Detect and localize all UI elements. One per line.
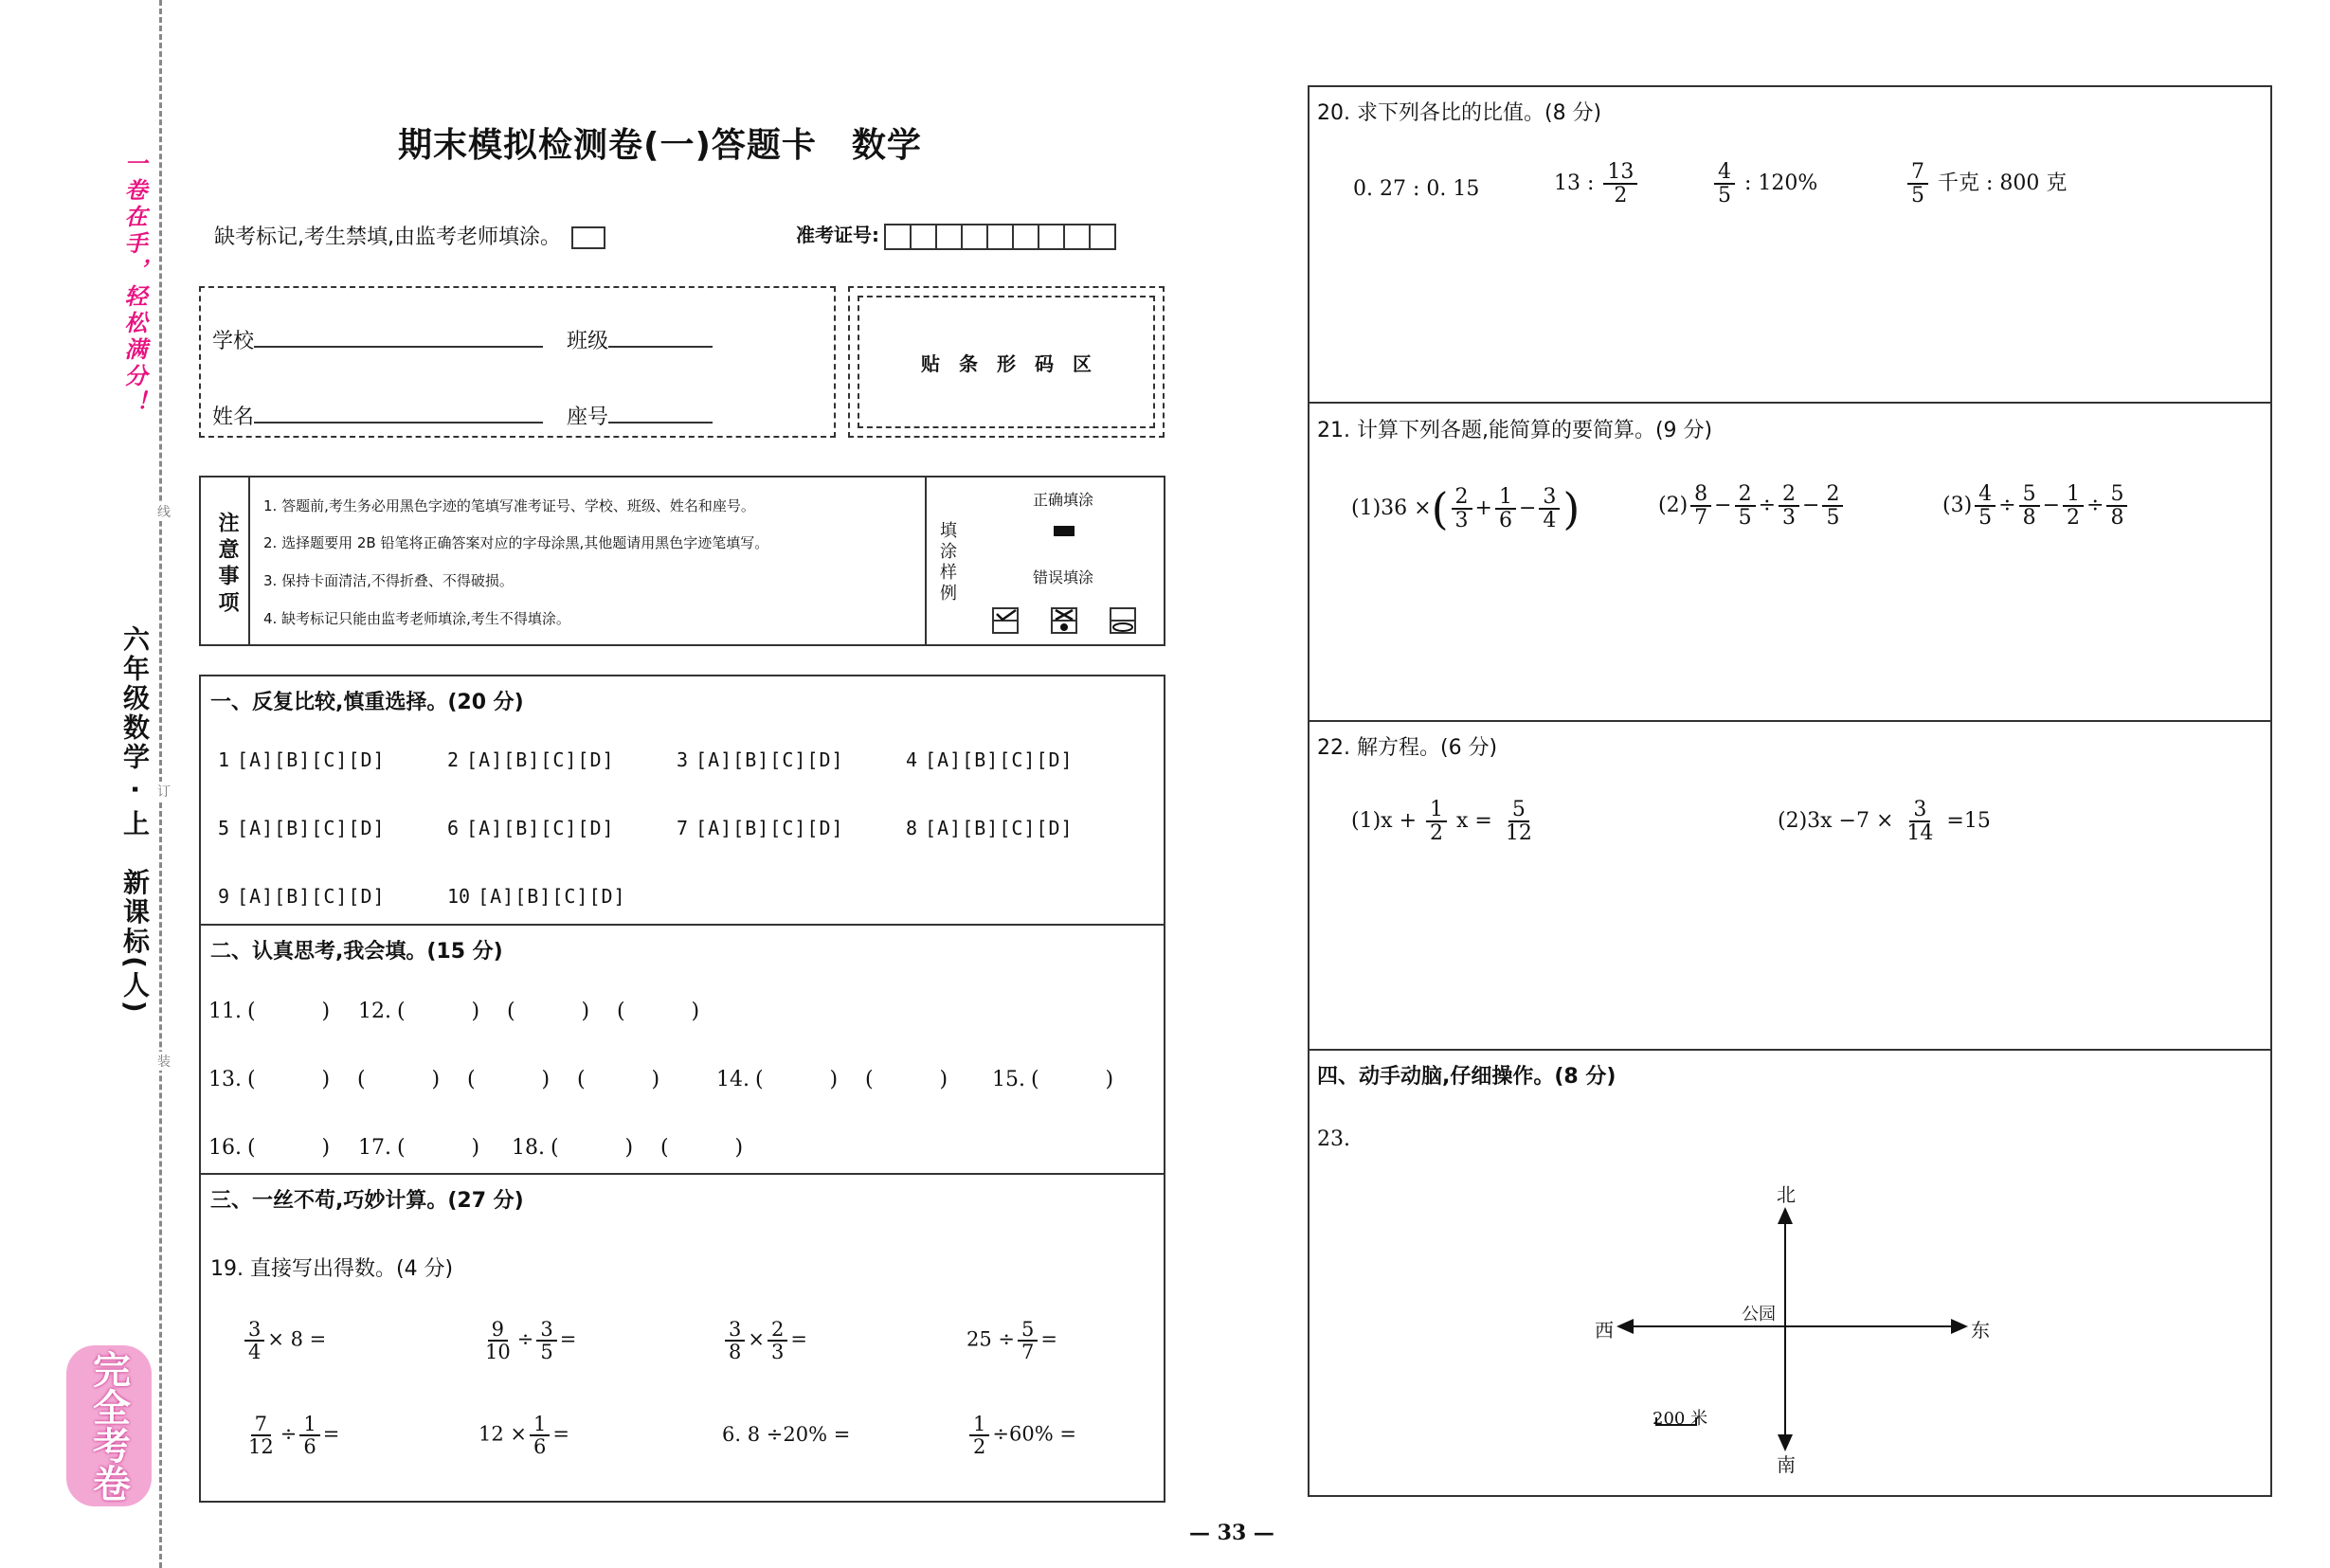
question-number: 12.	[358, 1000, 391, 1023]
operator: −	[1802, 494, 1820, 518]
fill-blank-item	[208, 1136, 352, 1160]
choice-item[interactable]	[447, 748, 615, 771]
choice-options[interactable]: [A][B][C][D]	[925, 817, 1074, 839]
fraction	[2019, 483, 2040, 529]
fraction-numerator: 3	[725, 1319, 745, 1342]
q21-part-3	[1942, 483, 2130, 529]
section2-title: 二、认真思考,我会填。(15 分)	[210, 940, 503, 964]
answer-blank[interactable]: ( )	[247, 1068, 331, 1091]
q21-part-1	[1351, 483, 1580, 534]
fraction-numerator: 1	[969, 1414, 989, 1436]
correct-fill-sample	[1054, 526, 1075, 536]
choice-number: 9	[218, 885, 230, 908]
choice-number: 7	[677, 817, 689, 839]
notice-divider-1	[248, 476, 250, 646]
fraction-numerator: 8	[1690, 483, 1711, 507]
exam-id-cell[interactable]	[1063, 224, 1091, 250]
answer-blank[interactable]: ( )	[1031, 1068, 1114, 1091]
expression-post: =	[322, 1422, 340, 1446]
expression-pre: 12 ×	[479, 1422, 527, 1446]
exam-id-cell[interactable]	[935, 224, 963, 250]
operator: +	[1474, 496, 1492, 520]
fraction-numerator: 13	[1603, 161, 1637, 185]
fraction-numerator: 1	[2063, 483, 2084, 507]
choice-options[interactable]: [A][B][C][D]	[237, 885, 386, 908]
wrong-fill-samples	[991, 606, 1143, 640]
q19-item-a1	[242, 1319, 326, 1362]
fraction-denominator: 5	[540, 1341, 553, 1364]
q22-eq1-frac	[1426, 799, 1447, 844]
fraction-numerator: 1	[299, 1414, 319, 1436]
fraction-denominator: 12	[248, 1435, 274, 1459]
fraction	[969, 1414, 989, 1457]
q22-eq1-frac-2	[1502, 799, 1536, 844]
fraction-denominator: 10	[485, 1341, 511, 1364]
fraction	[1975, 483, 1996, 529]
operator: ×	[748, 1327, 765, 1351]
page-number: — 33 —	[1189, 1521, 1274, 1545]
choice-item[interactable]	[906, 748, 1074, 771]
choice-options[interactable]: [A][B][C][D]	[466, 748, 615, 771]
q22-eq2-frac	[1903, 799, 1937, 844]
exam-id-cell[interactable]	[1089, 224, 1116, 250]
fraction-denominator: 5	[1978, 506, 1993, 531]
q20-item-4	[1905, 161, 2067, 207]
fraction-denominator: 14	[1906, 821, 1934, 846]
fraction-denominator: 3	[770, 1341, 785, 1364]
fill-blank-item	[208, 1068, 681, 1091]
fraction-numerator: 5	[2106, 483, 2127, 507]
absent-mark-box[interactable]	[571, 226, 605, 249]
expression-post: × 8 =	[267, 1327, 327, 1351]
fraction-numerator: 5	[2019, 483, 2040, 507]
fraction	[299, 1414, 319, 1457]
exam-id-cell[interactable]	[1012, 224, 1039, 250]
q20-item-3	[1711, 161, 1817, 207]
fraction-numerator: 5	[1018, 1319, 1038, 1342]
fill-blank-item	[358, 1136, 501, 1160]
choice-options[interactable]: [A][B][C][D]	[925, 748, 1074, 771]
name-label: 姓名	[212, 406, 255, 429]
section-divider-1	[199, 924, 1165, 926]
fraction-numerator: 9	[488, 1319, 508, 1342]
spine-cut-mark-bind: 订	[157, 782, 171, 801]
fraction	[2106, 483, 2127, 529]
choice-item[interactable]	[218, 885, 386, 908]
choice-options[interactable]: [A][B][C][D]	[695, 817, 844, 839]
expression-post: =	[559, 1327, 577, 1351]
q19-item-b4	[966, 1414, 1076, 1457]
spine-slogan: 一卷在手，轻松满分！	[120, 152, 147, 417]
fraction-numerator: 3	[536, 1319, 556, 1342]
notice-item-4: 4. 缺考标记只能由监考老师填涂,考生不得填涂。	[263, 610, 570, 627]
q22-equation-2	[1778, 799, 1991, 844]
choice-number: 8	[906, 817, 918, 839]
operator: ÷	[1758, 494, 1777, 518]
direction-diagram	[1573, 1175, 1990, 1478]
fraction	[1779, 483, 1799, 529]
exam-id	[796, 220, 1116, 250]
fraction	[1690, 483, 1711, 529]
barcode-label: 贴 条 形 码 区	[921, 351, 1092, 375]
fraction-numerator: 3	[1909, 799, 1930, 822]
fill-blank-item	[512, 1136, 765, 1160]
expression-post: =	[790, 1327, 807, 1351]
q20-title: 20. 求下列各比的比值。(8 分)	[1317, 101, 1602, 125]
question-number: 17.	[358, 1136, 391, 1160]
fraction-denominator: 5	[1718, 184, 1731, 208]
choice-number: 10	[447, 885, 471, 908]
fraction-denominator: 8	[2110, 506, 2124, 531]
part-label: (3)	[1942, 494, 1973, 518]
choice-options[interactable]: [A][B][C][D]	[466, 817, 615, 839]
right-divider-1	[1308, 402, 2272, 404]
right-divider-2	[1308, 720, 2272, 722]
fraction	[2063, 483, 2084, 529]
fraction	[1495, 486, 1516, 532]
exam-id-cell[interactable]	[884, 224, 912, 250]
q21-part-2	[1658, 483, 1846, 529]
answer-blank[interactable]: ( )	[397, 1000, 480, 1023]
sample-title: 填涂样例	[937, 521, 957, 604]
answer-blank[interactable]: ( )	[660, 1136, 744, 1160]
answer-blank[interactable]: ( )	[507, 1000, 590, 1023]
question-number: 16.	[208, 1136, 242, 1160]
q22-eq2-pre: (2)3x −7 ×	[1778, 809, 1894, 834]
expression-text: 6. 8 ÷20% =	[722, 1423, 851, 1446]
answer-blank[interactable]: ( )	[617, 1000, 700, 1023]
q20-item-2	[1554, 161, 1640, 207]
fill-blank-item	[208, 1000, 352, 1023]
fraction-numerator: 1	[530, 1414, 550, 1436]
choice-number: 4	[906, 748, 918, 771]
fraction-denominator: 12	[1505, 821, 1532, 846]
absent-note	[214, 221, 605, 250]
spine-cut-mark-line: 线	[157, 502, 171, 521]
q20-item-4-post: 千克 : 800 克	[1938, 171, 2068, 196]
fraction-denominator: 4	[248, 1341, 262, 1364]
absent-note-text: 缺考标记,考生禁填,由监考老师填涂。	[214, 225, 561, 249]
fraction-numerator: 2	[1735, 483, 1756, 507]
brand-logo: 完全考卷	[66, 1345, 152, 1506]
answer-blank[interactable]: ( )	[397, 1136, 480, 1160]
choice-number: 3	[677, 748, 689, 771]
class-field[interactable]	[567, 325, 713, 354]
class-label: 班级	[567, 330, 609, 353]
question-number: 15.	[992, 1068, 1025, 1091]
fraction-numerator: 1	[1495, 486, 1516, 510]
fraction	[1822, 483, 1843, 529]
spine-book-title: 六年级数学 · 上 新课标(人)	[119, 625, 151, 1016]
fraction	[536, 1319, 556, 1362]
fraction-denominator: 2	[2067, 506, 2081, 531]
answer-blank[interactable]: ( )	[247, 1000, 331, 1023]
fraction-denominator: 8	[2022, 506, 2036, 531]
exam-id-cell[interactable]	[910, 224, 937, 250]
answer-blank[interactable]: ( )	[247, 1136, 331, 1160]
operator: ÷	[516, 1327, 534, 1351]
fraction	[530, 1414, 550, 1457]
fraction-denominator: 2	[1430, 821, 1443, 846]
fraction-denominator: 6	[533, 1435, 547, 1459]
answer-blank[interactable]: ( )	[755, 1068, 839, 1091]
left-paren-icon: (	[1431, 483, 1449, 534]
exam-id-cell[interactable]	[986, 224, 1014, 250]
fraction-numerator: 2	[1452, 486, 1472, 510]
fill-blank-item	[992, 1068, 1135, 1091]
q22-equation-1	[1351, 799, 1539, 844]
answer-blank[interactable]: ( )	[577, 1068, 660, 1091]
exam-id-label: 准考证号:	[796, 224, 879, 246]
wrong-fill-icon	[991, 606, 1143, 637]
section-divider-2	[199, 1173, 1165, 1175]
choice-options[interactable]: [A][B][C][D]	[478, 885, 626, 908]
question-number: 18.	[512, 1136, 545, 1160]
expression-post: =	[1040, 1327, 1057, 1351]
choice-item[interactable]	[447, 885, 626, 908]
seat-label: 座号	[567, 406, 609, 429]
operator: −	[1714, 494, 1732, 518]
q19-item-a2	[479, 1319, 576, 1362]
q19-title: 19. 直接写出得数。(4 分)	[210, 1257, 454, 1281]
fraction-numerator: 2	[768, 1319, 787, 1342]
notice-divider-2	[925, 476, 927, 646]
park-label: 公园	[1742, 1305, 1776, 1325]
fraction-denominator: 6	[1498, 509, 1512, 532]
notice-title: 注意事项	[215, 512, 239, 618]
choice-item[interactable]	[218, 817, 386, 839]
fraction	[725, 1319, 745, 1362]
fraction-denominator: 3	[1454, 509, 1469, 532]
part-label: (2)	[1658, 494, 1689, 518]
fraction-denominator: 2	[973, 1435, 986, 1459]
q21-title: 21. 计算下列各题,能简算的要简算。(9 分)	[1317, 419, 1713, 442]
fraction-denominator: 5	[1826, 506, 1840, 531]
q19-item-a4	[966, 1319, 1057, 1362]
choice-number: 2	[447, 748, 460, 771]
fraction	[244, 1414, 278, 1457]
scale-label: 200 米	[1653, 1409, 1708, 1429]
fraction-denominator: 5	[1911, 184, 1924, 208]
q20-item-1: 0. 27 : 0. 15	[1353, 177, 1480, 201]
section1-title: 一、反复比较,慎重选择。(20 分)	[210, 691, 524, 714]
answer-blank[interactable]: ( )	[357, 1068, 441, 1091]
fraction-denominator: 8	[729, 1341, 742, 1364]
notice-item-1: 1. 答题前,考生务必用黑色字迹的笔填写准考证号、学校、班级、姓名和座号。	[263, 497, 755, 514]
fraction	[1018, 1319, 1038, 1362]
fraction	[244, 1319, 264, 1362]
answer-blank[interactable]: ( )	[551, 1136, 634, 1160]
fraction-numerator: 2	[1822, 483, 1843, 507]
fraction	[1735, 483, 1756, 529]
question-number: 11.	[208, 1000, 242, 1023]
q23-label: 23.	[1317, 1127, 1350, 1151]
north-label: 北	[1777, 1183, 1796, 1206]
q20-item-3-post: : 120%	[1744, 171, 1818, 196]
section3-title: 三、一丝不苟,巧妙计算。(27 分)	[210, 1189, 524, 1213]
fraction-numerator: 4	[1975, 483, 1996, 507]
question-number: 14.	[716, 1068, 750, 1091]
fraction-denominator: 6	[303, 1435, 316, 1459]
fraction	[481, 1319, 515, 1362]
fraction	[1452, 486, 1472, 532]
exam-id-cell[interactable]	[961, 224, 988, 250]
operator: −	[2042, 494, 2061, 518]
west-label: 西	[1595, 1319, 1614, 1342]
q19-item-a3	[722, 1319, 807, 1362]
fraction-numerator: 7	[251, 1414, 271, 1436]
expression-post: =	[552, 1422, 569, 1446]
south-label: 南	[1777, 1453, 1796, 1476]
operator: ÷	[280, 1422, 298, 1446]
notice-item-3: 3. 保持卡面清洁,不得折叠、不得破损。	[263, 572, 514, 589]
fraction-numerator: 2	[1779, 483, 1799, 507]
choice-item[interactable]	[447, 817, 615, 839]
choice-item[interactable]	[677, 817, 844, 839]
fraction-numerator: 7	[1907, 161, 1928, 185]
fraction-denominator: 3	[1782, 506, 1797, 531]
q20-item-2-pre: 13 :	[1554, 171, 1595, 196]
fraction-denominator: 7	[1694, 506, 1708, 531]
choice-number: 6	[447, 817, 460, 839]
fraction-denominator: 7	[1021, 1341, 1035, 1364]
choice-item[interactable]	[677, 748, 844, 771]
correct-fill-label: 正确填涂	[1033, 491, 1094, 509]
notice-item-2: 2. 选择题要用 2B 铅笔将正确答案对应的字母涂黑,其他题请用黑色字迹笔填写。	[263, 534, 769, 551]
fill-blank-item	[716, 1068, 969, 1091]
fraction-denominator: 5	[1738, 506, 1752, 531]
exam-id-cells[interactable]	[886, 224, 1116, 250]
q19-item-b3	[722, 1423, 850, 1446]
question-number: 13.	[208, 1068, 242, 1091]
fraction-numerator: 4	[1714, 161, 1735, 185]
page-title: 期末模拟检测卷(一)答题卡 数学	[398, 126, 922, 165]
operator: ÷	[2086, 494, 2104, 518]
choice-item[interactable]	[218, 748, 386, 771]
barcode-inner	[858, 296, 1155, 428]
school-field[interactable]	[212, 325, 543, 354]
choice-options[interactable]: [A][B][C][D]	[695, 748, 844, 771]
fraction	[768, 1319, 787, 1362]
answer-blank[interactable]: ( )	[467, 1068, 551, 1091]
q22-eq1-pre: (1)x +	[1351, 809, 1417, 834]
section4-title: 四、动手动脑,仔细操作。(8 分)	[1317, 1065, 1617, 1089]
q20-item-4-frac	[1907, 161, 1928, 207]
operator: ÷	[1998, 494, 2016, 518]
right-paren-icon: )	[1562, 483, 1580, 534]
east-label: 东	[1971, 1319, 1990, 1342]
fraction-denominator: 4	[1543, 509, 1557, 532]
q22-title: 22. 解方程。(6 分)	[1317, 736, 1498, 760]
fraction-numerator: 3	[244, 1319, 264, 1342]
spine-cut-mark-fold: 装	[157, 1052, 171, 1071]
q19-item-b2	[479, 1414, 569, 1457]
choice-number: 5	[218, 817, 230, 839]
q22-eq1-mid: x =	[1456, 809, 1492, 834]
fraction	[1539, 486, 1560, 532]
q22-eq2-post: =15	[1946, 809, 1991, 834]
choice-item[interactable]	[906, 817, 1074, 839]
q20-item-3-frac	[1714, 161, 1735, 207]
expression-pre: 25 ÷	[966, 1327, 1015, 1351]
fraction-numerator: 5	[1508, 799, 1529, 822]
answer-blank[interactable]: ( )	[865, 1068, 948, 1091]
expression-post: ÷60% =	[992, 1422, 1076, 1446]
q20-item-2-frac	[1603, 161, 1637, 207]
name-field[interactable]	[212, 401, 543, 430]
wrong-fill-label: 错误填涂	[1033, 568, 1094, 586]
part-label: (1)36 ×	[1351, 496, 1432, 520]
fraction-numerator: 3	[1539, 486, 1560, 510]
choice-number: 1	[218, 748, 230, 771]
choice-options[interactable]: [A][B][C][D]	[237, 748, 386, 771]
fraction-denominator: 2	[1614, 184, 1628, 208]
operator: −	[1518, 496, 1537, 520]
q19-item-b1	[242, 1414, 339, 1457]
fraction-numerator: 1	[1426, 799, 1447, 822]
fill-blank-item	[358, 1000, 721, 1023]
right-divider-3	[1308, 1049, 2272, 1051]
seat-field[interactable]	[567, 401, 713, 430]
school-label: 学校	[212, 330, 255, 353]
exam-id-cell[interactable]	[1038, 224, 1065, 250]
choice-options[interactable]: [A][B][C][D]	[237, 817, 386, 839]
